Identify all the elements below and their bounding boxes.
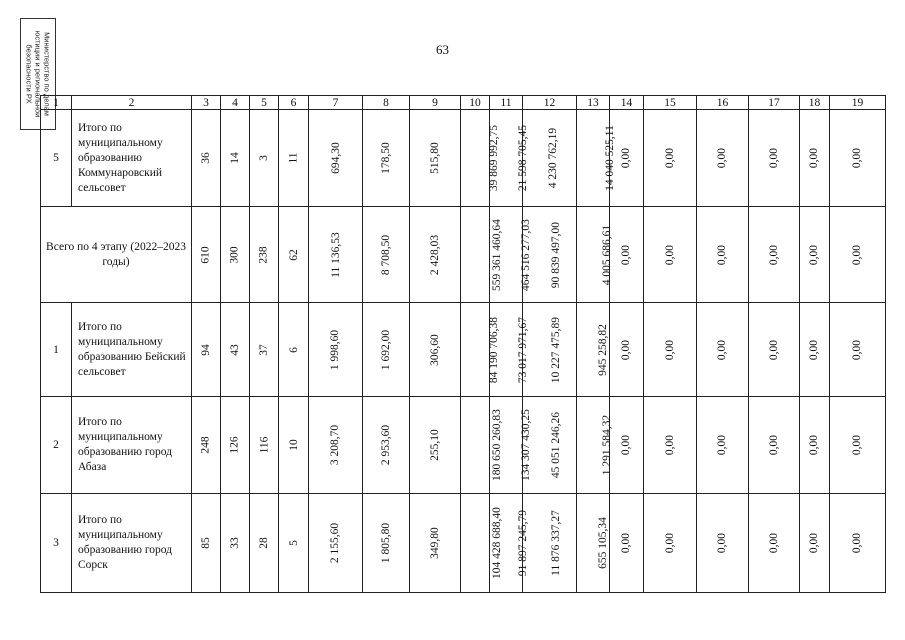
cell-value: 0,00 xyxy=(664,532,676,554)
cell-value: 3 xyxy=(258,155,270,161)
value-cell xyxy=(644,207,697,303)
cell-value: 0,00 xyxy=(851,434,864,456)
cell-value: 43 xyxy=(229,343,241,356)
value-cell xyxy=(309,207,363,303)
cell-value: 10 xyxy=(287,439,300,451)
column-number-header: 4 xyxy=(221,96,250,110)
cell-value: 73 017 971,67 xyxy=(517,316,530,383)
cell-value: 464 516 277,03 xyxy=(519,218,532,291)
value-cell xyxy=(192,494,221,593)
value-cell xyxy=(644,303,697,397)
value-cell xyxy=(363,494,410,593)
cell-value: 1 998,60 xyxy=(329,329,342,370)
value-cell xyxy=(250,207,279,303)
cell-value: 694,30 xyxy=(329,142,342,174)
value-cell xyxy=(800,397,830,494)
value-cell xyxy=(309,397,363,494)
cell-value: 2 428,03 xyxy=(429,234,441,275)
cell-value: 62 xyxy=(287,248,300,261)
value-cell xyxy=(697,110,749,207)
value-cell xyxy=(577,110,616,207)
cell-value: 0,00 xyxy=(620,339,633,360)
stamp-line: Министерство по делам xyxy=(42,32,52,116)
value-cell xyxy=(192,397,221,494)
value-cell xyxy=(221,110,250,207)
cell-value: 0,00 xyxy=(808,339,821,360)
column-number-header: 3 xyxy=(192,96,221,110)
value-cell xyxy=(221,207,250,303)
column-number-header: 2 xyxy=(72,96,192,110)
cell-value: 0,00 xyxy=(768,147,780,169)
cell-value: 0,00 xyxy=(664,244,676,265)
row-number: 5 xyxy=(41,110,72,207)
column-number-header: 16 xyxy=(697,96,749,110)
value-cell xyxy=(697,207,749,303)
report-table xyxy=(40,95,886,593)
value-cell xyxy=(749,110,800,207)
value-cell xyxy=(697,397,749,494)
value-cell xyxy=(749,303,800,397)
cell-value: 0,00 xyxy=(664,147,676,169)
cell-value: 180 650 260,83 xyxy=(490,409,503,481)
cell-value: 21 598 705,45 xyxy=(517,124,530,192)
cell-value: 0,00 xyxy=(716,147,729,169)
column-number-header: 17 xyxy=(749,96,800,110)
value-cell xyxy=(830,397,886,494)
page-number: 63 xyxy=(436,42,449,57)
cell-value: 0,00 xyxy=(716,532,729,554)
municipality-name: Итого по муниципальному образованию город Абаза xyxy=(72,397,192,494)
value-cell xyxy=(610,303,644,397)
cell-value: 39 869 992,75 xyxy=(488,124,501,192)
value-cell xyxy=(279,207,309,303)
table-row xyxy=(41,207,886,303)
value-cell xyxy=(309,303,363,397)
cell-value: 14 040 525,11 xyxy=(603,125,616,191)
cell-value: 248 xyxy=(200,436,212,454)
value-cell xyxy=(523,494,577,593)
row-number: 3 xyxy=(41,494,72,593)
cell-value: 1 291 584,32 xyxy=(601,414,614,476)
value-cell xyxy=(309,494,363,593)
value-cell xyxy=(250,110,279,207)
cell-value: 91 897 245,79 xyxy=(517,509,530,577)
cell-value: 300 xyxy=(229,245,241,264)
column-number-header: 11 xyxy=(490,96,523,110)
cell-value: 0,00 xyxy=(664,434,676,456)
cell-value: 1 805,80 xyxy=(380,522,392,564)
value-cell xyxy=(749,207,800,303)
value-cell xyxy=(461,494,503,593)
value-cell xyxy=(830,207,886,303)
cell-value: 0,00 xyxy=(716,339,729,360)
value-cell xyxy=(830,303,886,397)
cell-value: 11 876 337,27 xyxy=(549,510,562,576)
column-number-header: 15 xyxy=(644,96,697,110)
stamp-line: безопасности РХ xyxy=(24,44,34,104)
cell-value: 559 361 460,64 xyxy=(490,218,503,291)
column-number-header: 8 xyxy=(363,96,410,110)
value-cell xyxy=(577,494,610,593)
cell-value: 0,00 xyxy=(808,147,821,169)
cell-value: 0,00 xyxy=(768,339,780,360)
value-cell xyxy=(410,110,461,207)
cell-value: 945 258,82 xyxy=(596,323,609,376)
value-cell xyxy=(577,207,614,303)
value-cell xyxy=(363,303,410,397)
value-cell xyxy=(461,303,501,397)
cell-value: 0,00 xyxy=(620,147,633,169)
cell-value: 655 105,34 xyxy=(596,517,609,569)
value-cell xyxy=(523,303,577,397)
cell-value: 2 155,60 xyxy=(329,522,342,564)
column-number-header: 7 xyxy=(309,96,363,110)
cell-value: 4 230 762,19 xyxy=(547,127,560,189)
value-cell xyxy=(577,397,614,494)
cell-value: 5 xyxy=(287,540,300,546)
value-cell xyxy=(279,397,309,494)
cell-value: 0,00 xyxy=(808,532,821,554)
cell-value: 1 692,00 xyxy=(380,329,392,370)
table-row xyxy=(41,494,886,593)
value-cell xyxy=(644,110,697,207)
cell-value: 0,00 xyxy=(716,434,729,456)
cell-value: 37 xyxy=(258,343,270,356)
row-number: 1 xyxy=(41,303,72,397)
value-cell xyxy=(192,303,221,397)
cell-value: 0,00 xyxy=(768,244,780,265)
stamp-line: юстиции и региональной xyxy=(33,30,43,118)
value-cell xyxy=(800,494,830,593)
cell-value: 0,00 xyxy=(620,434,633,456)
value-cell xyxy=(830,494,886,593)
value-cell xyxy=(279,110,309,207)
value-cell xyxy=(461,397,503,494)
cell-value: 2 953,60 xyxy=(380,424,392,466)
cell-value: 134 307 430,25 xyxy=(519,409,532,481)
column-number-header: 19 xyxy=(830,96,886,110)
cell-value: 11 136,53 xyxy=(329,231,342,278)
municipality-name: Итого по муниципальному образованию город Сорск xyxy=(72,494,192,593)
value-cell xyxy=(644,397,697,494)
value-cell xyxy=(309,110,363,207)
column-number-header: 12 xyxy=(523,96,577,110)
column-number-header: 10 xyxy=(461,96,490,110)
value-cell xyxy=(610,397,644,494)
municipality-name: Итого по муниципальному образованию Коммунаровский сельсовет xyxy=(72,110,192,207)
column-number-header: 18 xyxy=(800,96,830,110)
cell-value: 0,00 xyxy=(808,434,821,456)
cell-value: 0,00 xyxy=(768,434,780,456)
column-number-row xyxy=(41,96,886,110)
value-cell xyxy=(577,303,610,397)
cell-value: 0,00 xyxy=(664,339,676,360)
cell-value: 178,50 xyxy=(380,142,392,174)
cell-value: 0,00 xyxy=(851,339,864,360)
cell-value: 94 xyxy=(200,343,212,356)
value-cell xyxy=(610,207,644,303)
cell-value: 11 xyxy=(287,152,300,164)
municipality-name: Итого по муниципальному образованию Бейский сельсовет xyxy=(72,303,192,397)
column-number-header: 1 xyxy=(41,96,72,110)
value-cell xyxy=(749,397,800,494)
cell-value: 0,00 xyxy=(620,244,633,265)
cell-value: 0,00 xyxy=(768,532,780,554)
value-cell xyxy=(192,207,221,303)
value-cell xyxy=(279,494,309,593)
value-cell xyxy=(800,207,830,303)
cell-value: 3 208,70 xyxy=(329,424,342,466)
cell-value: 90 839 497,00 xyxy=(550,221,563,288)
column-number-header: 6 xyxy=(279,96,309,110)
cell-value: 85 xyxy=(200,537,212,549)
cell-value: 0,00 xyxy=(808,244,821,265)
column-number-header: 14 xyxy=(610,96,644,110)
value-cell xyxy=(830,110,886,207)
cell-value: 0,00 xyxy=(620,532,633,554)
cell-value: 0,00 xyxy=(851,244,864,265)
cell-value: 0,00 xyxy=(851,532,864,554)
cell-value: 255,10 xyxy=(429,429,441,461)
cell-value: 0,00 xyxy=(851,147,864,169)
value-cell xyxy=(523,110,577,207)
value-cell xyxy=(221,397,250,494)
value-cell xyxy=(410,494,461,593)
cell-value: 6 xyxy=(287,346,300,353)
table-row xyxy=(41,110,886,207)
value-cell xyxy=(363,110,410,207)
value-cell xyxy=(461,207,503,303)
value-cell xyxy=(221,494,250,593)
cell-value: 238 xyxy=(258,245,270,264)
cell-value: 610 xyxy=(200,245,212,264)
cell-value: 45 051 246,26 xyxy=(550,411,563,479)
value-cell xyxy=(410,397,461,494)
cell-value: 104 428 688,40 xyxy=(490,507,503,579)
column-number-header: 9 xyxy=(410,96,461,110)
value-cell xyxy=(644,494,697,593)
value-cell xyxy=(800,303,830,397)
value-cell xyxy=(410,207,461,303)
cell-value: 4 005 686,61 xyxy=(601,224,614,285)
cell-value: 126 xyxy=(229,436,241,454)
value-cell xyxy=(410,303,461,397)
column-number-header: 13 xyxy=(577,96,610,110)
cell-value: 14 xyxy=(229,152,241,164)
value-cell xyxy=(250,494,279,593)
cell-value: 306,60 xyxy=(429,333,441,366)
cell-value: 116 xyxy=(257,436,270,454)
table-row xyxy=(41,303,886,397)
value-cell xyxy=(363,397,410,494)
cell-value: 33 xyxy=(229,537,241,549)
cell-value: 28 xyxy=(258,537,270,549)
cell-value: 349,80 xyxy=(429,527,441,559)
cell-value: 10 227 475,89 xyxy=(550,316,563,383)
cell-value: 8 708,50 xyxy=(380,234,392,275)
row-number: 2 xyxy=(41,397,72,494)
value-cell xyxy=(192,110,221,207)
value-cell xyxy=(363,207,410,303)
value-cell xyxy=(800,110,830,207)
value-cell xyxy=(461,110,501,207)
value-cell xyxy=(697,494,749,593)
value-cell xyxy=(279,303,309,397)
value-cell xyxy=(749,494,800,593)
value-cell xyxy=(697,303,749,397)
value-cell xyxy=(250,303,279,397)
cell-value: 36 xyxy=(200,152,212,164)
value-cell xyxy=(250,397,279,494)
column-number-header: 5 xyxy=(250,96,279,110)
cell-value: 0,00 xyxy=(716,244,729,265)
value-cell xyxy=(610,494,644,593)
cell-value: 84 190 706,38 xyxy=(488,316,501,383)
value-cell xyxy=(221,303,250,397)
stage-total-label: Всего по 4 этапу (2022–2023 годы) xyxy=(41,207,192,303)
table-row xyxy=(41,397,886,494)
cell-value: 515,80 xyxy=(429,142,441,174)
